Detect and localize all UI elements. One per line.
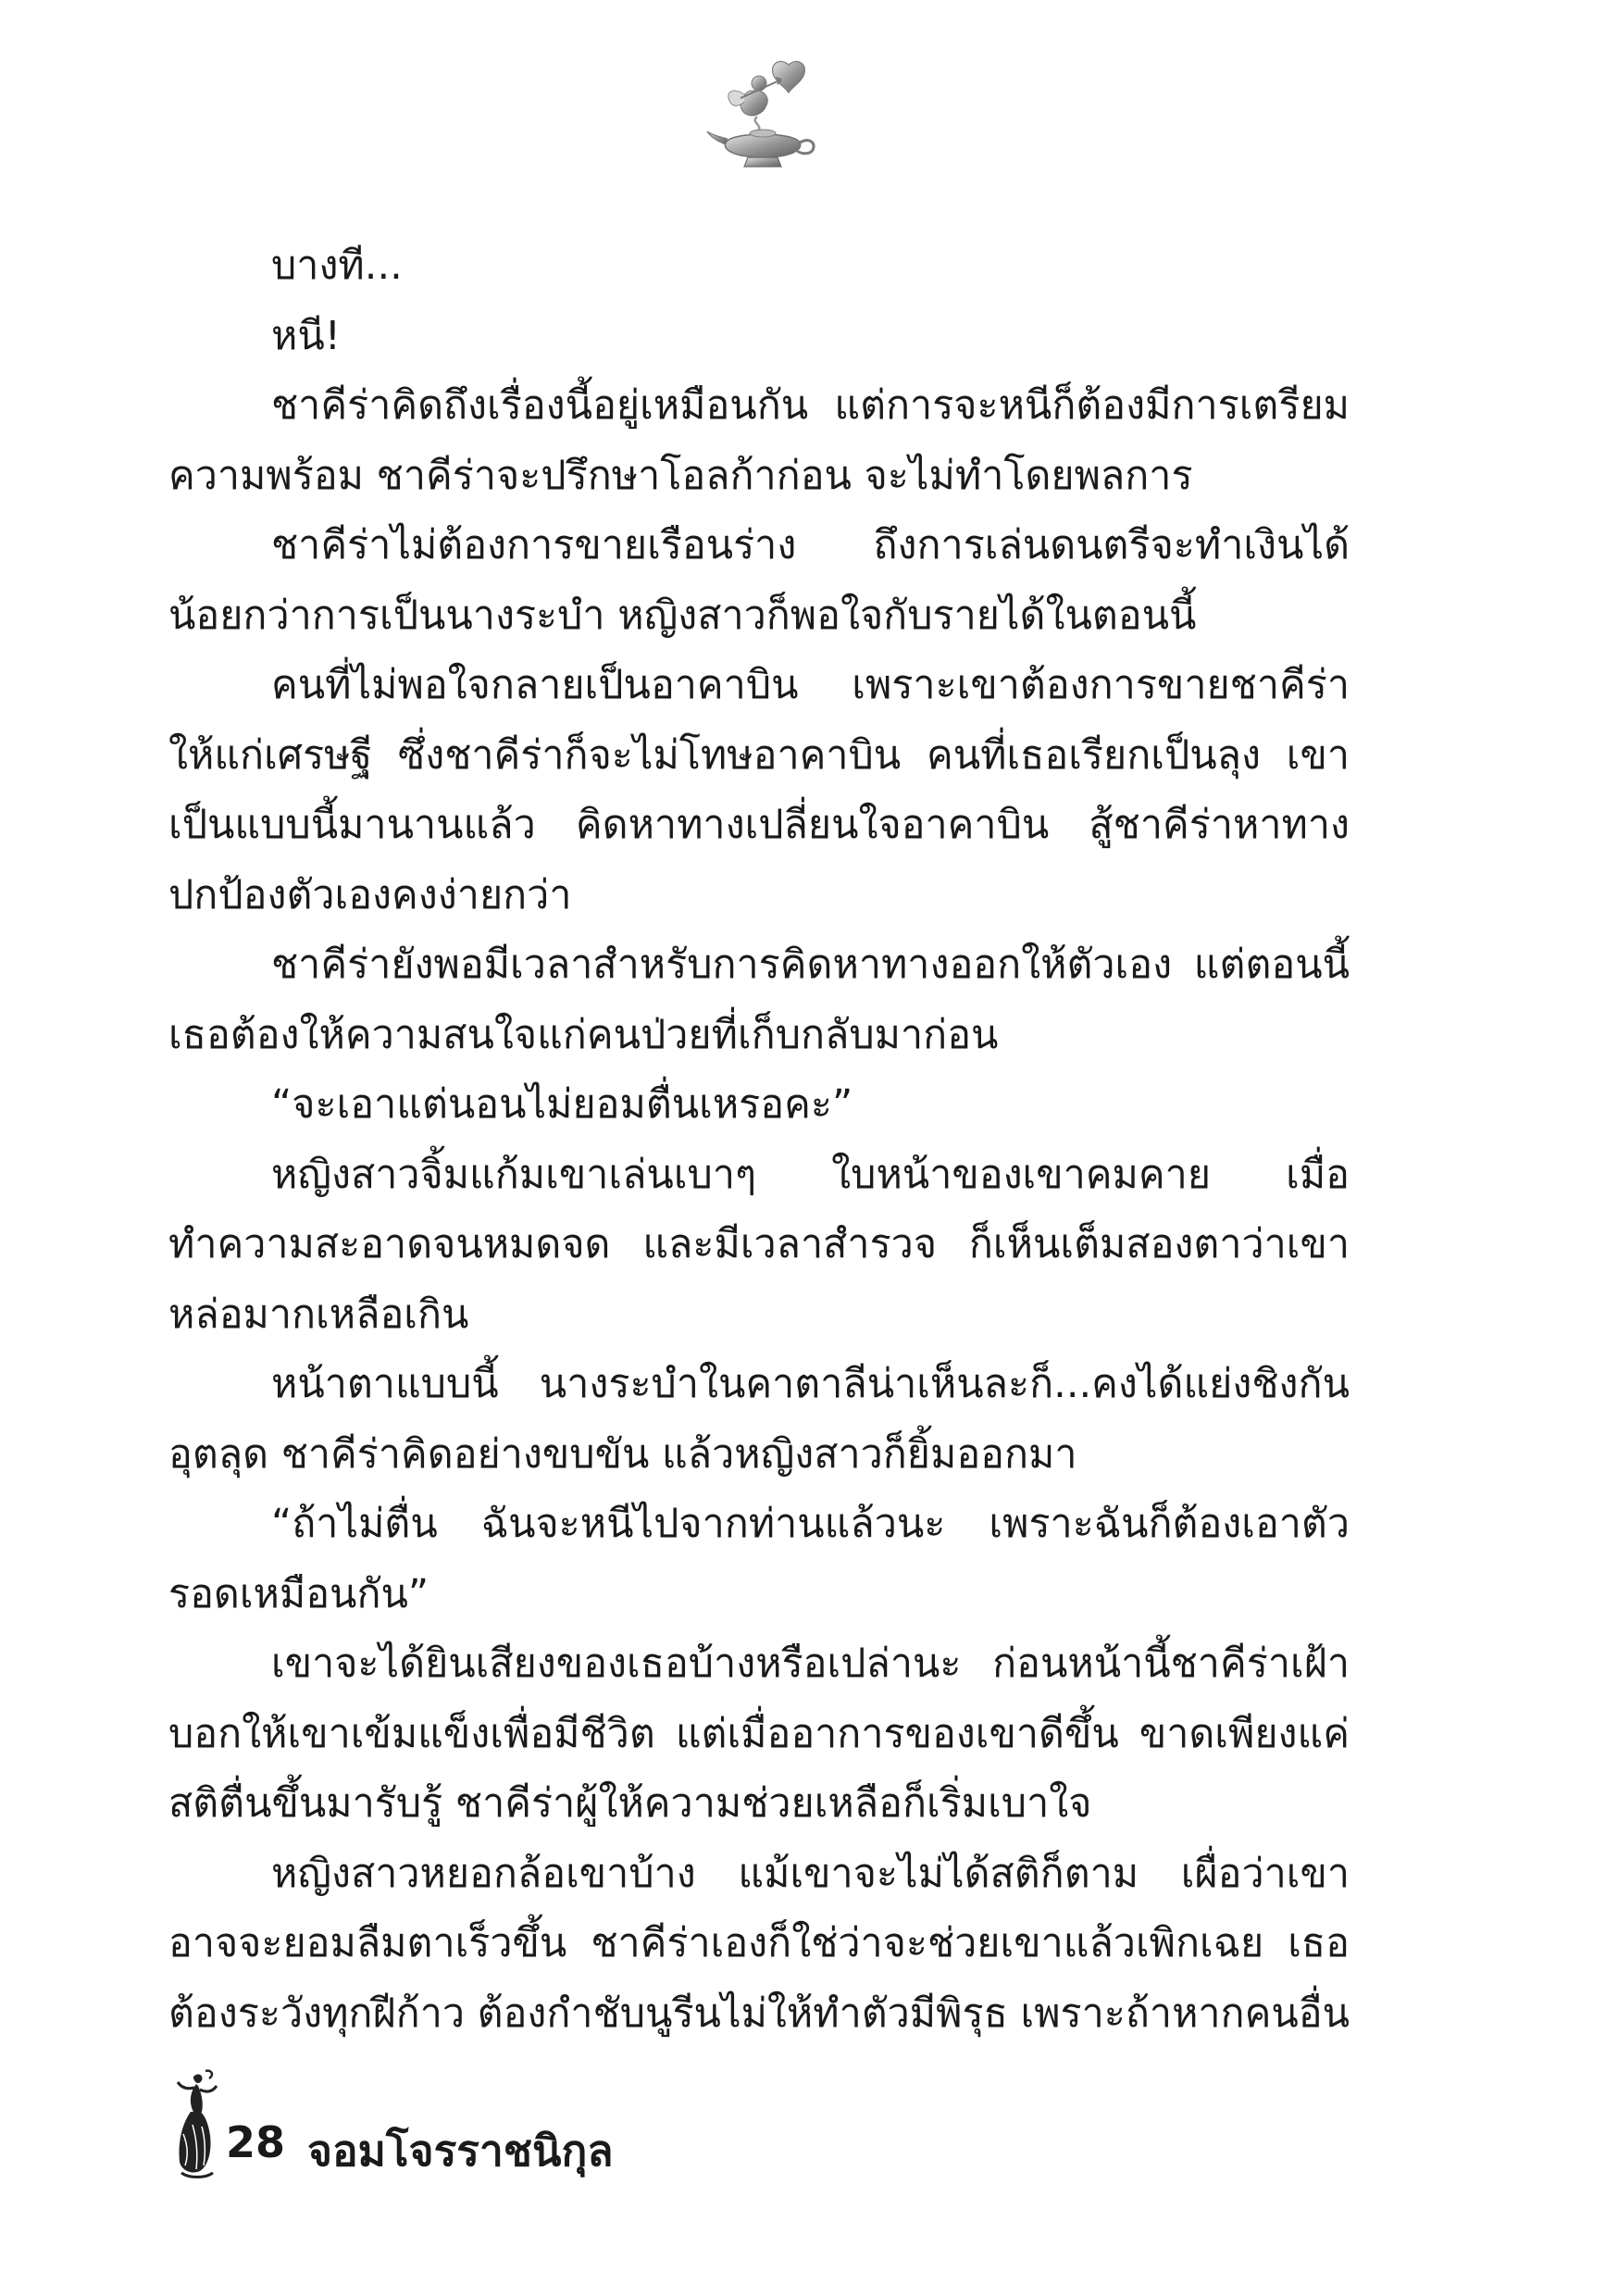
paragraph: ชาคีร่าไม่ต้องการขายเรือนร่าง ถึงการเล่นดนตรีจะทำเงินได้น้อยกว่าการเป็นนางระบำ หญิงสาวก็พอใจกับรายได้ในตอนนี้ (168, 522, 1350, 639)
page-footer (168, 2069, 1002, 2190)
paragraph: หน้าตาแบบนี้ นางระบำในคาตาลีน่าเห็นละก็...คงได้แย่งชิงกันอุตลุด ชาคีร่าคิดอย่างขบขัน แล้วหญิงสาวก็ยิ้มออกมา (168, 1361, 1350, 1478)
paragraph: “จะเอาแต่นอนไม่ยอมตื่นเหรอคะ” (271, 1081, 853, 1128)
paragraph: ชาคีร่าคิดถึงเรื่องนี้อยู่เหมือนกัน แต่การจะหนีก็ต้องมีการเตรียมความพร้อม ชาคีร่าจะปรึกษาโอลก้าก่อน จะไม่ทำโดยพลการ (168, 382, 1350, 499)
chapter-body-text (168, 231, 1350, 2049)
dancer-figure-icon (168, 2069, 224, 2180)
paragraph: หญิงสาวหยอกล้อเขาบ้าง แม้เขาจะไม่ได้สติก็ตาม เผื่อว่าเขาอาจจะยอมลืมตาเร็วขึ้น ชาคีร่าเองก็ใช่ว่าจะช่วยเขาแล้วเพิกเฉย เธอต้องระวังทุกฝีก้าว ต้องกำชับนูรีนไม่ให้ทำตัวมีพิรุธ เพราะถ้าหากคนอื่น (168, 1850, 1350, 2037)
paragraph: หญิงสาวจิ้มแก้มเขาเล่นเบาๆ ใบหน้าของเขาคมคาย เมื่อทำความสะอาดจนหมดจด และมีเวลาสำรวจ ก็เห็นเต็มสองตาว่าเขาหล่อมากเหลือเกิน (168, 1151, 1350, 1338)
paragraph: เขาจะได้ยินเสียงของเธอบ้างหรือเปล่านะ ก่อนหน้านี้ชาคีร่าเฝ้าบอกให้เขาเข้มแข็งเพื่อมีชีวิต แต่เมื่ออาการของเขาดีขึ้น ขาดเพียงแค่สติตื่นขึ้นมารับรู้ ชาคีร่าผู้ให้ความช่วยเหลือก็เริ่มเบาใจ (168, 1641, 1350, 1827)
paragraph: คนที่ไม่พอใจกลายเป็นอาคาบิน เพราะเขาต้องการขายชาคีร่าให้แก่เศรษฐี ซึ่งชาคีร่าก็จะไม่โทษอาคาบิน คนที่เธอเรียกเป็นลุง เขาเป็นแบบนี้มานานแล้ว คิดหาทางเปลี่ยนใจอาคาบิน สู้ชาคีร่าหาทางปกป้องตัวเองคงง่ายกว่า (168, 662, 1350, 918)
paragraph: “ถ้าไม่ตื่น ฉันจะหนีไปจากท่านแล้วนะ เพราะฉันก็ต้องเอาตัวรอดเหมือนกัน” (168, 1501, 1350, 1617)
paragraph: หนี! (271, 312, 341, 359)
lamp-ornament-icon (703, 57, 824, 178)
page-number: 28 (226, 2117, 286, 2167)
paragraph: ชาคีร่ายังพอมีเวลาสำหรับการคิดหาทางออกให้ตัวเอง แต่ตอนนี้เธอต้องให้ความสนใจแก่คนป่วยที่เก็บกลับมาก่อน (168, 942, 1350, 1058)
paragraph: บางที... (271, 243, 403, 289)
book-title: จอมโจรราชนิกุล (307, 2126, 614, 2176)
